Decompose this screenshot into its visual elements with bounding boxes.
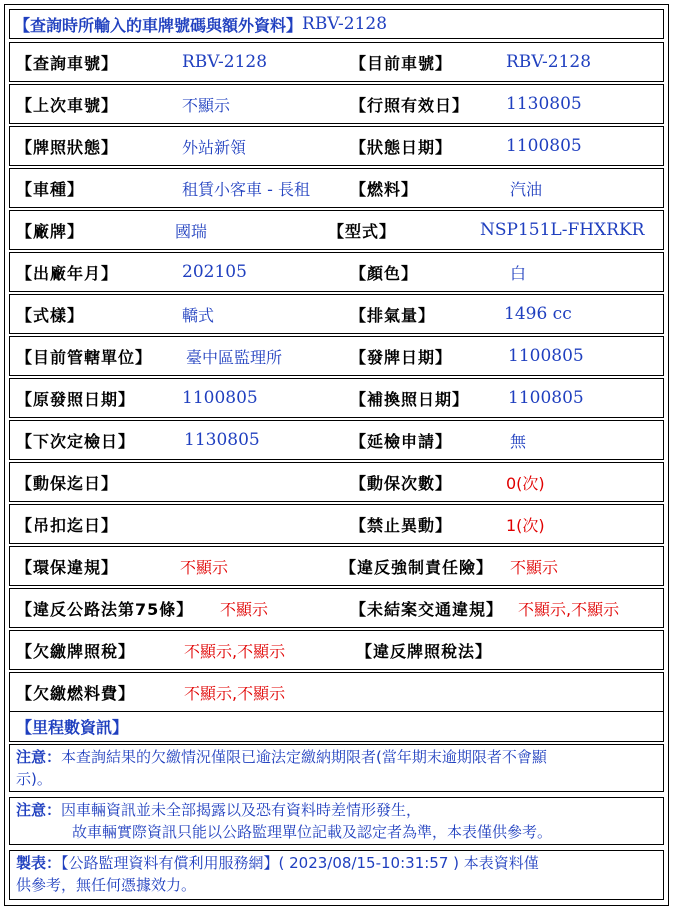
field-label: 【違反牌照稅法】 xyxy=(356,641,493,661)
field-value: 1130805 xyxy=(184,430,260,450)
field-value: RBV-2128 xyxy=(506,52,592,72)
note-2-label: 注意： xyxy=(16,801,62,819)
field-value: 不顯示,不顯示 xyxy=(184,683,286,703)
field-value: 租賃小客車 - 長租 xyxy=(182,179,310,199)
field-label: 【車種】 xyxy=(16,179,85,199)
field-value: RBV-2128 xyxy=(182,52,268,72)
note-1-line2: 示)。 xyxy=(16,770,52,788)
field-label: 【欠繳燃料費】 xyxy=(16,683,136,703)
field-value: 1(次) xyxy=(506,515,545,535)
table-row xyxy=(9,42,664,82)
field-label: 【下次定檢日】 xyxy=(16,431,136,451)
field-value: 汽油 xyxy=(510,179,543,199)
table-row xyxy=(9,546,664,586)
footer-note xyxy=(9,850,664,900)
field-value: 1100805 xyxy=(506,136,582,156)
field-label: 【廠牌】 xyxy=(16,221,85,241)
field-value: 不顯示,不顯示 xyxy=(184,641,286,661)
table-row xyxy=(9,630,664,670)
field-label: 【動保迄日】 xyxy=(16,473,119,493)
mileage-row xyxy=(9,711,664,742)
table-row xyxy=(9,420,664,460)
table-row xyxy=(9,504,664,544)
field-value: 1130805 xyxy=(506,94,582,114)
field-label: 【欠繳牌照稅】 xyxy=(16,641,136,661)
table-row xyxy=(9,210,664,250)
header-row xyxy=(9,9,664,39)
field-label: 【補換照日期】 xyxy=(350,389,470,409)
field-label: 【違反強制責任險】 xyxy=(340,557,494,577)
field-value: 白 xyxy=(510,263,527,283)
field-value: 202105 xyxy=(182,262,247,282)
footer-label: 製表： xyxy=(16,854,62,872)
field-value: 不顯示 xyxy=(182,95,231,115)
note-2-line2: 故車輛實際資訊只能以公路監理單位記載及認定者為準，本表僅供參考。 xyxy=(72,823,553,841)
note-1-label: 注意： xyxy=(16,748,62,766)
field-value: 1100805 xyxy=(182,388,258,408)
field-value: 1100805 xyxy=(508,388,584,408)
field-label: 【狀態日期】 xyxy=(350,137,453,157)
footer-line2: 供參考，無任何憑據效力。 xyxy=(16,876,197,894)
field-value: 不顯示 xyxy=(220,599,269,619)
field-value: 不顯示,不顯示 xyxy=(518,599,620,619)
footer-line1: 【公路監理資料有償利用服務網】( 2023/08/15-10:31:57 ) 本表資料僅 xyxy=(61,854,539,872)
field-label: 【違反公路法第75條】 xyxy=(16,599,194,619)
field-label: 【目前車號】 xyxy=(350,53,453,73)
table-row xyxy=(9,588,664,628)
note-1-line1: 本查詢結果的欠繳情況僅限已逾法定繳納期限者(當年期末逾期限者不會顯 xyxy=(61,748,547,766)
field-label: 【燃料】 xyxy=(350,179,419,199)
table-row xyxy=(9,126,664,166)
table-row xyxy=(9,672,664,712)
field-label: 【原發照日期】 xyxy=(16,389,136,409)
field-label: 【吊扣迄日】 xyxy=(16,515,119,535)
table-row xyxy=(9,462,664,502)
field-value: 0(次) xyxy=(506,473,545,493)
field-label: 【延檢申請】 xyxy=(350,431,453,451)
field-label: 【動保次數】 xyxy=(350,473,453,493)
field-label: 【環保違規】 xyxy=(16,557,119,577)
field-value: 不顯示 xyxy=(180,557,229,577)
field-value: 不顯示 xyxy=(510,557,559,577)
field-label: 【目前管轄單位】 xyxy=(16,347,153,367)
note-2 xyxy=(9,797,664,845)
table-row xyxy=(9,336,664,376)
field-value: 外站新領 xyxy=(182,137,247,157)
field-value: 1496 cc xyxy=(504,304,572,324)
field-label: 【禁止異動】 xyxy=(350,515,453,535)
field-label: 【出廠年月】 xyxy=(16,263,119,283)
field-value: 無 xyxy=(510,431,527,451)
field-label: 【式樣】 xyxy=(16,305,85,325)
field-label: 【牌照狀態】 xyxy=(16,137,119,157)
field-value: 1100805 xyxy=(508,346,584,366)
field-label: 【上次車號】 xyxy=(16,95,119,115)
vehicle-info-table xyxy=(4,4,669,906)
field-label: 【發牌日期】 xyxy=(350,347,453,367)
table-row xyxy=(9,84,664,124)
field-value: 轎式 xyxy=(182,305,215,325)
header-plate: RBV-2128 xyxy=(302,14,388,34)
field-label: 【查詢車號】 xyxy=(16,53,119,73)
field-label: 【顏色】 xyxy=(350,263,419,283)
table-row xyxy=(9,168,664,208)
field-label: 【型式】 xyxy=(328,221,397,241)
field-label: 【排氣量】 xyxy=(350,305,436,325)
note-1 xyxy=(9,744,664,792)
table-row xyxy=(9,294,664,334)
field-value: NSP151L-FHXRKR xyxy=(480,220,645,240)
table-row xyxy=(9,252,664,292)
field-label: 【未結案交通違規】 xyxy=(350,599,504,619)
field-value: 國瑞 xyxy=(175,221,208,241)
note-2-line1: 因車輛資訊並未全部揭露以及恐有資料時差情形發生， xyxy=(61,801,422,819)
mileage-title: 【里程數資訊】 xyxy=(16,718,129,737)
table-row xyxy=(9,378,664,418)
header-title xyxy=(14,10,387,38)
header-title-text: 【查詢時所輸入的車牌號碼與額外資料】 xyxy=(14,15,303,35)
field-value: 臺中區監理所 xyxy=(186,347,283,367)
field-label: 【行照有效日】 xyxy=(350,95,470,115)
